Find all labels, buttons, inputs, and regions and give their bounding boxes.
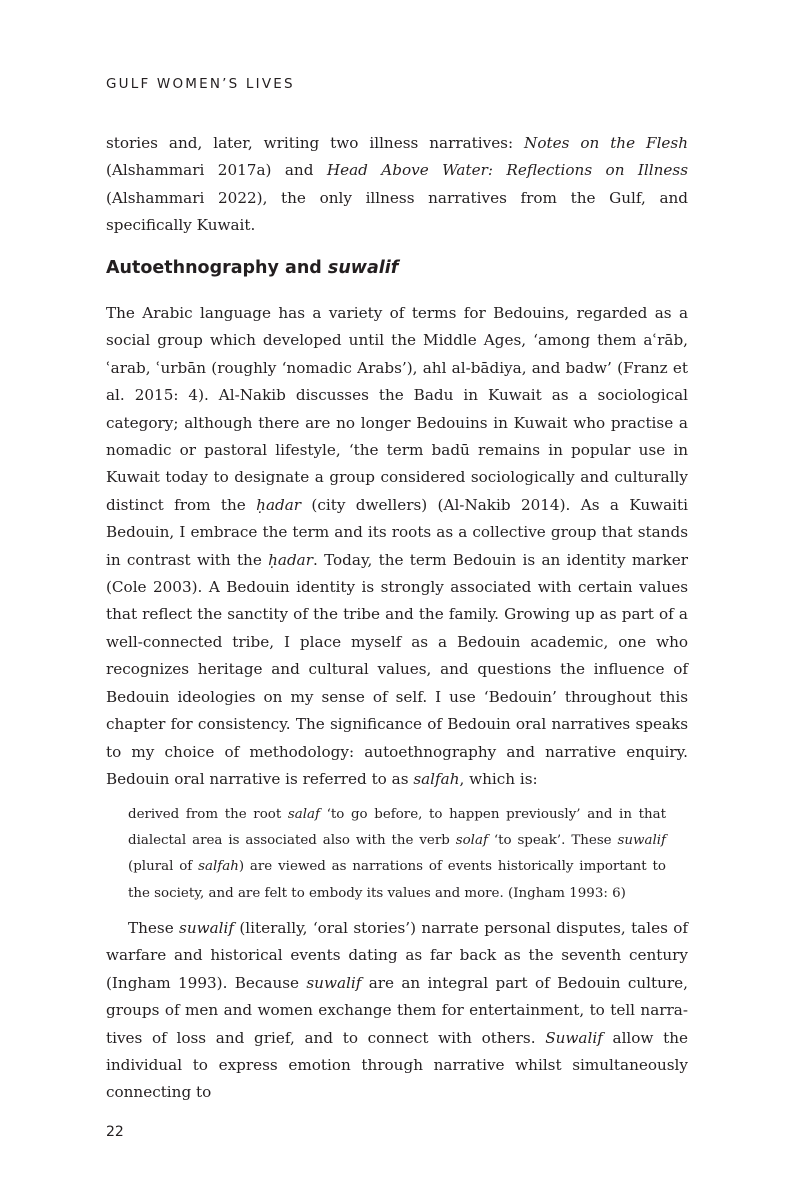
section-heading: Autoethnography and suwalif: [106, 258, 399, 278]
book-title-head-above-water: Head Above Water: Reflections on Illness: [326, 161, 688, 180]
quote-text: derived from the root salaf ‘to go before, to happen previously’ and in that dialectal area is associated also with the verb solaf ‘to speak’. These suwalif (plural of salfah) are viewed as narrations of events historically important to the society, and are felt to embody its values and more. (Ingham 1993: 6): [128, 807, 666, 901]
intro-text: stories and, later, writing two illness narratives: Notes on the Flesh (Alshammari 2017a) and Head Above Water: Reflections on Illness (Alshammari 2022), the only illness narratives from the Gulf, and specifically Kuwait.: [106, 134, 688, 235]
paragraph-text: These suwalif (literally, ‘oral stories’) narrate personal disputes, tales of warfare and historical events dating as far back as the seventh century (Ingham 1993). Because suwalif are an integral part of Bedouin culture, groups of men and women exchange them for entertainment, to tell narratives of loss and grief, and to connect with others. Suwalif allow the individual to express emotion through narrative whilst simultaneously connecting to: [106, 919, 688, 1102]
page-number: 22: [106, 1124, 124, 1140]
paragraph-text: The Arabic language has a variety of terms for Bedouins, regarded as a social group which developed until the Middle Ages, ‘among them aʿrāb, ʿarab, ʿurbān (roughly ‘nomadic Arabs’), ahl al-bādiya, and badw’ (Franz et al. 2015: 4). Al-Nakib discusses the Badu in Kuwait as a sociological category; although there are no longer Bedouins in Kuwait who practise a nomadic or pastoral lifestyle, ‘the term badū remains in popular use in Kuwait today to designate a group considered sociologically and culturally distinct from the ḥadar (city dwellers) (Al-Nakib 2014). As a Kuwaiti Bedouin, I embrace the term and its roots as a collective group that stands in contrast with the ḥadar. Today, the term Bedouin is an identity marker (Cole 2003). A Bedouin identity is strongly associated with certain values that reflect the sanctity of the tribe and the family. Growing up as part of a well-connected tribe, I place myself as a Bedouin academic, one who recognizes heritage and cultural values, and questions the influence of Bedouin ideologies on my sense of self. I use ‘Bedouin’ throughout this chapter for consistency. The significance of Bedouin oral narratives speaks to my choice of methodology: autoethnography and narrative enquiry. Bedouin oral narrative is referred to as salfah, which is:: [106, 304, 688, 788]
body-paragraph-2: [106, 915, 688, 1107]
block-quote: [128, 802, 666, 907]
intro-paragraph: [106, 130, 688, 240]
body-paragraph-1: [106, 300, 688, 793]
book-title-notes-on-the-flesh: Notes on the Flesh: [524, 134, 688, 152]
running-head: GULF WOMEN’S LIVES: [106, 76, 295, 92]
